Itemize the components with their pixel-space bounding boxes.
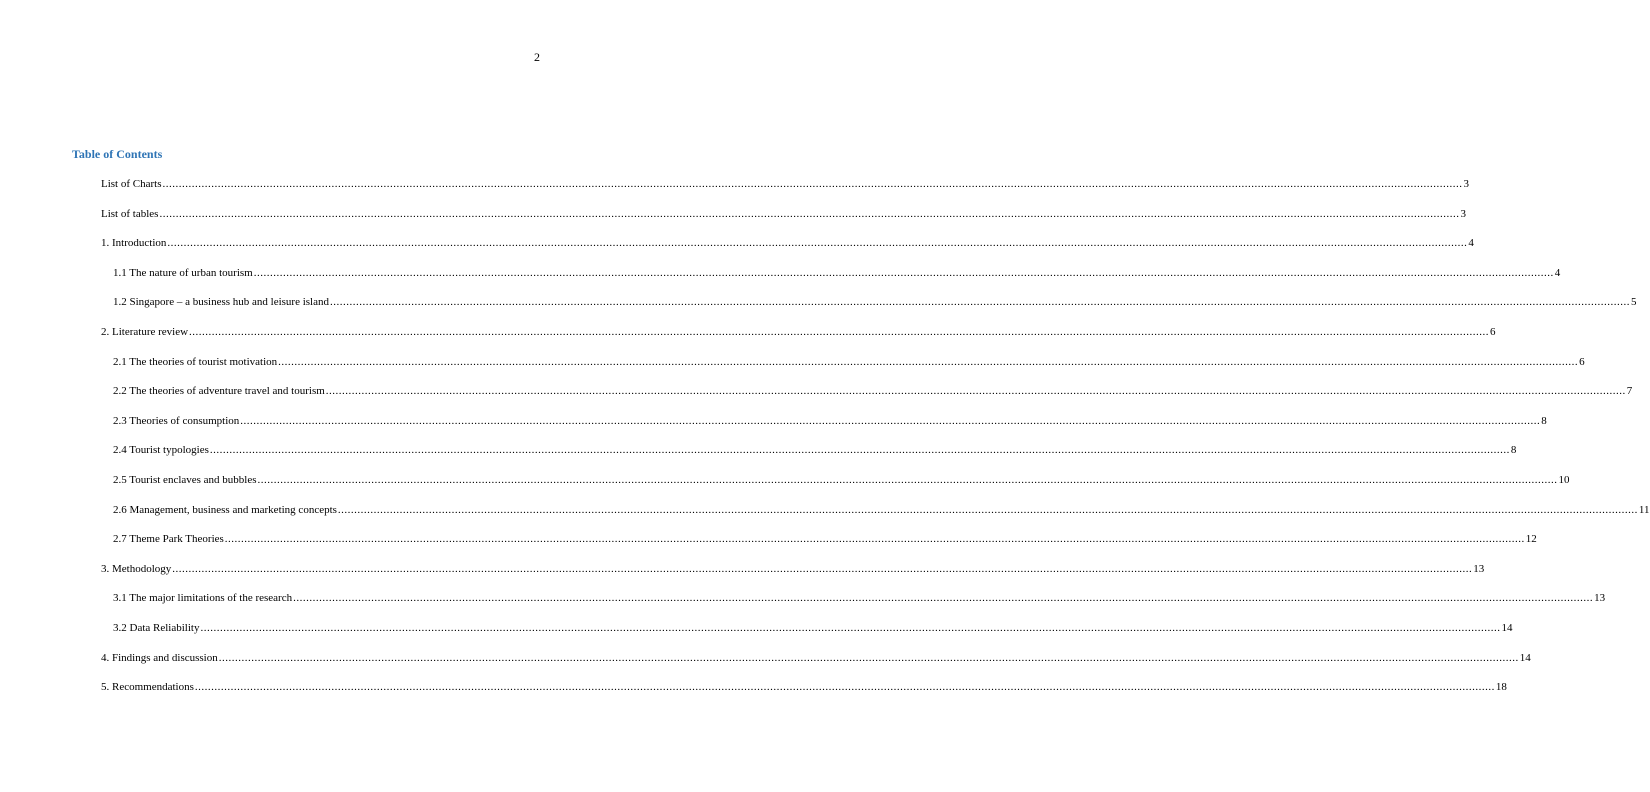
toc-entry[interactable] (0, 501, 1650, 531)
toc-dot-leader: ................................................................................................................................................................................................................................................................................................................................................................................................................ (189, 325, 1490, 338)
toc-entry-page[interactable]: 5 (1631, 296, 1637, 309)
toc-entry[interactable] (0, 175, 1469, 205)
toc-entry-row[interactable] (101, 651, 1531, 664)
toc-entry-page[interactable]: 11 (1638, 503, 1650, 516)
toc-entry-row[interactable] (113, 355, 1585, 368)
toc-entry[interactable] (0, 441, 1517, 471)
toc-dot-leader: ................................................................................................................................................................................................................................................................................................................................................................................................................ (253, 266, 1554, 279)
toc-entry-page[interactable]: 13 (1473, 562, 1485, 575)
toc-entry[interactable] (0, 205, 1466, 235)
toc-dot-leader: ................................................................................................................................................................................................................................................................................................................................................................................................................ (167, 237, 1468, 250)
toc-entry-row[interactable] (113, 385, 1633, 398)
toc-entry-row[interactable] (113, 503, 1650, 516)
toc-entry-label[interactable]: 3.2 Data Reliability (113, 621, 200, 634)
toc-entry-page[interactable]: 18 (1495, 681, 1507, 694)
toc-dot-leader: ................................................................................................................................................................................................................................................................................................................................................................................................................ (172, 562, 1473, 575)
toc-list (0, 175, 1650, 708)
toc-entry[interactable] (0, 471, 1570, 501)
toc-entry-page[interactable]: 14 (1519, 651, 1531, 664)
toc-dot-leader: ................................................................................................................................................................................................................................................................................................................................................................................................................ (278, 355, 1579, 368)
toc-entry-label[interactable]: 1.1 The nature of urban tourism (113, 266, 253, 279)
toc-entry-label[interactable]: 2. Literature review (101, 325, 189, 338)
toc-entry-page[interactable]: 8 (1510, 444, 1517, 457)
toc-entry-row[interactable] (101, 237, 1474, 250)
toc-entry-row[interactable] (101, 562, 1485, 575)
toc-dot-leader: ................................................................................................................................................................................................................................................................................................................................................................................................................ (330, 296, 1630, 309)
toc-entry-page[interactable]: 3 (1460, 207, 1466, 220)
toc-entry-page[interactable]: 4 (1468, 237, 1474, 250)
toc-entry-row[interactable] (113, 621, 1513, 634)
toc-entry-page[interactable]: 6 (1490, 325, 1496, 338)
toc-entry-label[interactable]: 2.2 The theories of adventure travel and tourism (113, 385, 325, 398)
toc-entry-page[interactable]: 6 (1579, 355, 1585, 368)
toc-entry[interactable] (0, 530, 1537, 560)
toc-dot-leader: ................................................................................................................................................................................................................................................................................................................................................................................................................ (194, 681, 1495, 694)
toc-entry[interactable] (0, 678, 1507, 708)
toc-entry-label[interactable]: 1. Introduction (101, 237, 167, 250)
toc-dot-leader: ................................................................................................................................................................................................................................................................................................................................................................................................................ (224, 533, 1525, 546)
toc-entry-row[interactable] (101, 207, 1466, 220)
toc-entry-row[interactable] (113, 533, 1537, 546)
toc-entry[interactable] (0, 353, 1585, 383)
toc-entry-row[interactable] (113, 296, 1637, 309)
toc-entry-page[interactable]: 8 (1541, 414, 1547, 427)
toc-entry-label[interactable]: 2.6 Management, business and marketing concepts (113, 503, 337, 516)
toc-dot-leader: ................................................................................................................................................................................................................................................................................................................................................................................................................ (293, 592, 1594, 605)
toc-entry-page[interactable]: 14 (1501, 621, 1513, 634)
toc-entry-row[interactable] (113, 592, 1606, 605)
toc-entry-row[interactable] (101, 178, 1469, 190)
toc-entry-page[interactable]: 10 (1558, 473, 1570, 486)
toc-entry-label[interactable]: List of Charts (101, 178, 162, 190)
toc-entry-row[interactable] (113, 444, 1517, 457)
toc-entry[interactable] (0, 293, 1637, 323)
toc-entry-label[interactable]: 2.1 The theories of tourist motivation (113, 355, 278, 368)
toc-entry-page[interactable]: 12 (1525, 533, 1537, 546)
toc-entry-label[interactable]: 2.4 Tourist typologies (113, 444, 209, 457)
toc-entry[interactable] (0, 589, 1606, 619)
toc-entry-page[interactable]: 13 (1594, 592, 1606, 605)
toc-entry[interactable] (0, 649, 1531, 679)
toc-title: Table of Contents (72, 147, 163, 161)
toc-entry-page[interactable]: 7 (1626, 385, 1633, 398)
toc-dot-leader: ................................................................................................................................................................................................................................................................................................................................................................................................................ (325, 385, 1626, 398)
toc-entry-label[interactable]: List of tables (101, 207, 159, 220)
toc-entry[interactable] (0, 560, 1485, 590)
toc-entry-row[interactable] (101, 325, 1496, 338)
toc-entry-label[interactable]: 2.3 Theories of consumption (113, 414, 240, 427)
toc-entry[interactable] (0, 264, 1561, 294)
toc-dot-leader: ................................................................................................................................................................................................................................................................................................................................................................................................................ (337, 503, 1638, 516)
toc-entry-row[interactable] (113, 473, 1570, 486)
toc-entry[interactable] (0, 619, 1513, 649)
toc-dot-leader: ................................................................................................................................................................................................................................................................................................................................................................................................................ (257, 473, 1558, 486)
toc-entry-page[interactable]: 3 (1463, 178, 1469, 190)
toc-entry[interactable] (0, 323, 1496, 353)
page-number: 2 (534, 50, 540, 64)
toc-entry[interactable] (0, 382, 1633, 412)
toc-dot-leader: ................................................................................................................................................................................................................................................................................................................................................................................................................ (209, 444, 1510, 457)
toc-dot-leader: ................................................................................................................................................................................................................................................................................................................................................................................................................ (200, 621, 1501, 634)
toc-dot-leader: ................................................................................................................................................................................................................................................................................................................................................................................................................ (162, 178, 1463, 190)
toc-entry-label[interactable]: 1.2 Singapore – a business hub and leisure island (113, 296, 329, 309)
toc-entry-label[interactable]: 2.7 Theme Park Theories (113, 533, 224, 546)
toc-entry-row[interactable] (113, 414, 1547, 427)
toc-dot-leader: ................................................................................................................................................................................................................................................................................................................................................................................................................ (218, 651, 1519, 664)
toc-entry-label[interactable]: 3. Methodology (101, 562, 172, 575)
toc-entry-label[interactable]: 3.1 The major limitations of the research (113, 592, 293, 605)
toc-entry-label[interactable]: 2.5 Tourist enclaves and bubbles (113, 473, 257, 486)
toc-entry-label[interactable]: 5. Recommendations (101, 681, 194, 694)
toc-entry[interactable] (0, 234, 1474, 264)
toc-entry-label[interactable]: 4. Findings and discussion (101, 651, 218, 664)
toc-entry[interactable] (0, 412, 1547, 442)
toc-entry-page[interactable]: 4 (1554, 266, 1561, 279)
toc-entry-row[interactable] (101, 681, 1507, 694)
toc-entry-row[interactable] (113, 266, 1561, 279)
toc-dot-leader: ................................................................................................................................................................................................................................................................................................................................................................................................................ (159, 207, 1460, 220)
toc-dot-leader: ................................................................................................................................................................................................................................................................................................................................................................................................................ (240, 414, 1541, 427)
